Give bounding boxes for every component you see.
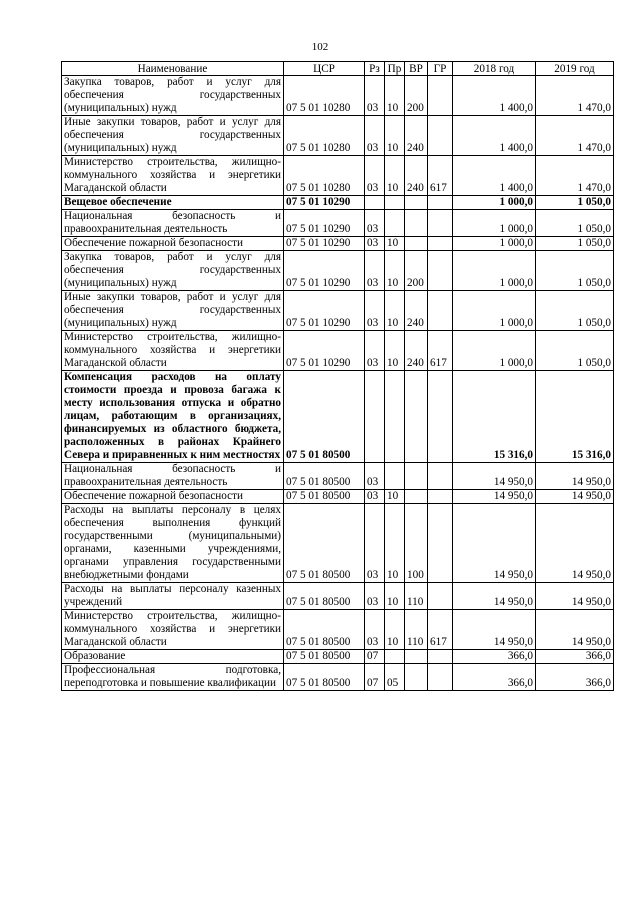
header-pr: Пр [385,62,405,76]
cell-2019: 1 050,0 [536,331,614,371]
table-row [62,210,614,237]
cell-vr [405,463,428,490]
header-rz: Рз [365,62,385,76]
cell-2018: 14 950,0 [453,463,536,490]
table-row [62,463,614,490]
cell-rz: 03 [365,210,385,237]
cell-gr: 617 [428,156,453,196]
cell-name: Министерство строительства, жилищно-коммунального хозяйства и энергетики Магаданской области [62,156,284,196]
cell-pr: 10 [385,76,405,116]
cell-vr [405,664,428,691]
cell-rz: 03 [365,463,385,490]
cell-name: Министерство строительства, жилищно-коммунального хозяйства и энергетики Магаданской области [62,331,284,371]
table-row [62,583,614,610]
header-gr: ГР [428,62,453,76]
table-row [62,490,614,504]
cell-2018: 1 400,0 [453,76,536,116]
cell-gr [428,463,453,490]
cell-gr [428,371,453,463]
cell-csr: 07 5 01 80500 [284,463,365,490]
table-row [62,76,614,116]
table-header-row [62,62,614,76]
cell-rz: 07 [365,650,385,664]
cell-2019: 1 470,0 [536,156,614,196]
budget-table [61,61,614,691]
cell-2018: 15 316,0 [453,371,536,463]
cell-rz: 03 [365,291,385,331]
cell-name: Иные закупки товаров, работ и услуг для обеспечения государственных (муниципальных) нужд [62,291,284,331]
cell-2019: 14 950,0 [536,490,614,504]
cell-csr: 07 5 01 10290 [284,196,365,210]
cell-csr: 07 5 01 10290 [284,331,365,371]
cell-gr [428,583,453,610]
cell-2018: 366,0 [453,650,536,664]
cell-2019: 1 470,0 [536,116,614,156]
cell-2018: 1 400,0 [453,116,536,156]
cell-vr: 110 [405,610,428,650]
cell-name: Закупка товаров, работ и услуг для обеспечения государственных (муниципальных) нужд [62,251,284,291]
cell-csr: 07 5 01 80500 [284,650,365,664]
cell-2018: 1 000,0 [453,291,536,331]
table-row [62,331,614,371]
cell-pr: 10 [385,490,405,504]
cell-name: Профессиональная подготовка, переподготовка и повышение квалификации [62,664,284,691]
cell-csr: 07 5 01 10280 [284,116,365,156]
cell-2018: 1 000,0 [453,196,536,210]
cell-name: Расходы на выплаты персоналу казенных учреждений [62,583,284,610]
cell-csr: 07 5 01 10290 [284,237,365,251]
cell-vr: 110 [405,583,428,610]
header-2019: 2019 год [536,62,614,76]
cell-csr: 07 5 01 10290 [284,251,365,291]
cell-rz: 03 [365,331,385,371]
table-row [62,650,614,664]
cell-vr: 240 [405,331,428,371]
cell-pr: 10 [385,291,405,331]
cell-2018: 1 000,0 [453,331,536,371]
cell-gr: 617 [428,610,453,650]
table-row [62,251,614,291]
cell-name: Министерство строительства, жилищно-коммунального хозяйства и энергетики Магаданской области [62,610,284,650]
cell-2018: 366,0 [453,664,536,691]
cell-name: Расходы на выплаты персоналу в целях обеспечения выполнения функций государственными (муниципальными) органами, казенными учреждениями, органами управления государственными внебюджетными фондами [62,504,284,583]
cell-rz: 03 [365,504,385,583]
cell-csr: 07 5 01 80500 [284,664,365,691]
cell-pr [385,463,405,490]
cell-pr: 10 [385,583,405,610]
header-2018: 2018 год [453,62,536,76]
cell-rz: 03 [365,583,385,610]
cell-rz: 03 [365,490,385,504]
cell-2019: 14 950,0 [536,463,614,490]
table-row [62,156,614,196]
cell-gr: 617 [428,331,453,371]
cell-rz: 03 [365,237,385,251]
cell-rz [365,371,385,463]
cell-2019: 14 950,0 [536,504,614,583]
cell-2019: 15 316,0 [536,371,614,463]
cell-csr: 07 5 01 80500 [284,583,365,610]
cell-rz: 03 [365,116,385,156]
cell-csr: 07 5 01 80500 [284,490,365,504]
cell-pr: 10 [385,504,405,583]
cell-pr: 10 [385,156,405,196]
header-csr: ЦСР [284,62,365,76]
cell-pr [385,371,405,463]
cell-2019: 14 950,0 [536,610,614,650]
cell-pr [385,210,405,237]
cell-gr [428,251,453,291]
cell-vr: 240 [405,116,428,156]
table-row [62,291,614,331]
table-row [62,504,614,583]
cell-vr [405,237,428,251]
cell-name: Закупка товаров, работ и услуг для обеспечения государственных (муниципальных) нужд [62,76,284,116]
cell-csr: 07 5 01 10280 [284,76,365,116]
cell-csr: 07 5 01 80500 [284,371,365,463]
cell-name: Обеспечение пожарной безопасности [62,237,284,251]
header-vr: ВР [405,62,428,76]
table-row [62,237,614,251]
cell-2019: 1 050,0 [536,237,614,251]
cell-vr [405,490,428,504]
cell-2019: 366,0 [536,650,614,664]
cell-vr [405,210,428,237]
cell-2018: 1 400,0 [453,156,536,196]
table-row [62,116,614,156]
table-body [62,76,614,691]
cell-vr: 200 [405,251,428,291]
cell-pr [385,650,405,664]
cell-vr: 240 [405,156,428,196]
cell-gr [428,650,453,664]
cell-pr: 10 [385,251,405,291]
table-row [62,371,614,463]
cell-vr [405,371,428,463]
cell-2019: 366,0 [536,664,614,691]
cell-2018: 1 000,0 [453,237,536,251]
cell-2018: 1 000,0 [453,210,536,237]
cell-csr: 07 5 01 10290 [284,210,365,237]
cell-pr: 10 [385,237,405,251]
cell-vr [405,650,428,664]
cell-csr: 07 5 01 80500 [284,504,365,583]
cell-2019: 1 050,0 [536,251,614,291]
cell-gr [428,196,453,210]
cell-2019: 1 050,0 [536,196,614,210]
cell-2019: 14 950,0 [536,583,614,610]
cell-2018: 14 950,0 [453,610,536,650]
cell-rz: 07 [365,664,385,691]
cell-gr [428,490,453,504]
cell-gr [428,504,453,583]
cell-csr: 07 5 01 10290 [284,291,365,331]
cell-gr [428,116,453,156]
cell-rz: 03 [365,76,385,116]
cell-name: Образование [62,650,284,664]
cell-pr: 05 [385,664,405,691]
cell-2018: 14 950,0 [453,504,536,583]
cell-2019: 1 050,0 [536,210,614,237]
cell-rz [365,196,385,210]
cell-gr [428,237,453,251]
cell-name: Вещевое обеспечение [62,196,284,210]
cell-gr [428,291,453,331]
cell-name: Национальная безопасность и правоохранительная деятельность [62,210,284,237]
cell-2019: 1 470,0 [536,76,614,116]
table-row [62,196,614,210]
cell-2018: 1 000,0 [453,251,536,291]
cell-vr: 240 [405,291,428,331]
cell-gr [428,210,453,237]
cell-csr: 07 5 01 10280 [284,156,365,196]
cell-gr [428,76,453,116]
cell-rz: 03 [365,251,385,291]
cell-name: Компенсация расходов на оплату стоимости проезда и провоза багажа к месту использования отпуска и обратно лицам, работающим в организациях, финансируемых из областного бюджета, расположенных в районах Крайнего Севера и приравненных к ним местностях [62,371,284,463]
cell-pr [385,196,405,210]
cell-vr: 100 [405,504,428,583]
cell-csr: 07 5 01 80500 [284,610,365,650]
cell-vr [405,196,428,210]
cell-gr [428,664,453,691]
cell-2018: 14 950,0 [453,583,536,610]
cell-rz: 03 [365,610,385,650]
cell-name: Иные закупки товаров, работ и услуг для обеспечения государственных (муниципальных) нужд [62,116,284,156]
table-row [62,610,614,650]
cell-2018: 14 950,0 [453,490,536,504]
table-row [62,664,614,691]
cell-vr: 200 [405,76,428,116]
cell-pr: 10 [385,116,405,156]
cell-name: Обеспечение пожарной безопасности [62,490,284,504]
cell-2019: 1 050,0 [536,291,614,331]
cell-rz: 03 [365,156,385,196]
page-number: 102 [311,41,329,53]
cell-pr: 10 [385,610,405,650]
header-name: Наименование [62,62,284,76]
cell-pr: 10 [385,331,405,371]
cell-name: Национальная безопасность и правоохранительная деятельность [62,463,284,490]
